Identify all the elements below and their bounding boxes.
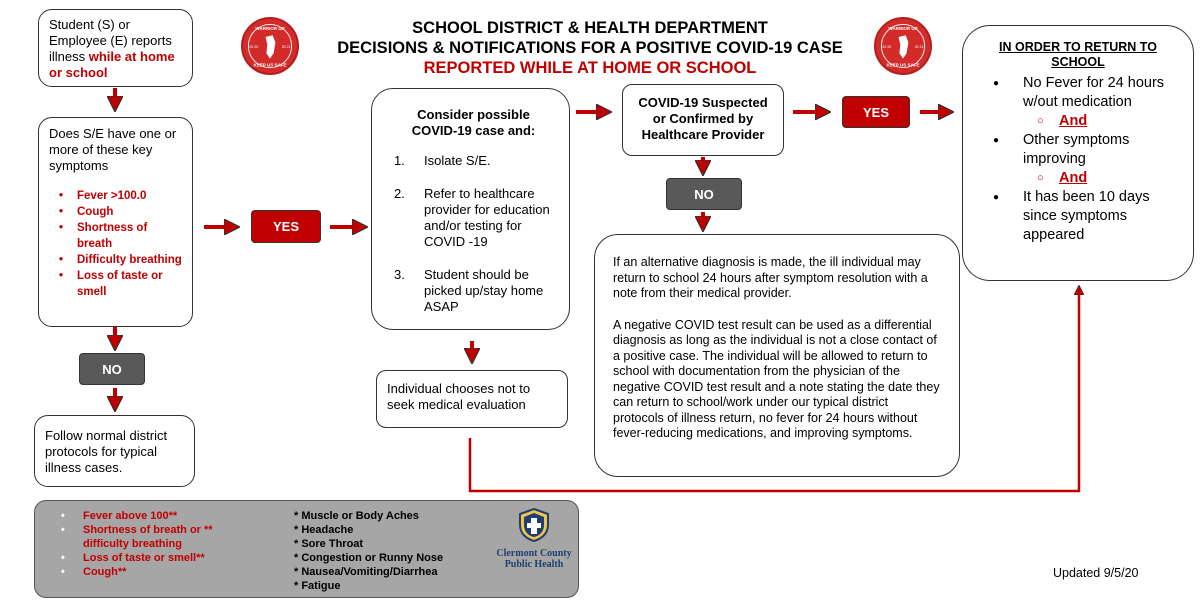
step-text: Isolate S/E. xyxy=(424,153,491,168)
symptom-item: • Fever >100.0 xyxy=(49,188,182,204)
return-box xyxy=(962,25,1194,281)
alternative-diagnosis-box xyxy=(594,234,960,477)
no-label-suspected: NO xyxy=(666,178,742,210)
legend-other-item: * Muscle or Body Aches xyxy=(294,510,419,522)
and-connector: ○ And xyxy=(971,169,1185,188)
and-connector: ○ And xyxy=(971,112,1185,131)
return-criterion: ● It has been 10 days since symptoms appeared xyxy=(971,188,1185,245)
start-text: Student (S) or Employee (E) reports illness xyxy=(49,17,172,64)
return-criteria xyxy=(971,74,1185,245)
no-evaluation-text: Individual chooses not to seek medical evaluation xyxy=(387,381,531,412)
symptom-item: • Cough xyxy=(49,204,182,220)
start-box xyxy=(38,9,193,87)
return-criterion: ● No Fever for 24 hours w/out medication xyxy=(971,74,1185,112)
no-evaluation-box xyxy=(376,370,568,428)
step-number: 3. xyxy=(394,267,405,282)
consider-step xyxy=(394,267,553,315)
symptom-legend xyxy=(34,500,579,598)
yes-label-suspected: YES xyxy=(842,96,910,128)
suspected-box xyxy=(622,84,784,156)
symptoms-box xyxy=(38,117,193,327)
title-line-1: SCHOOL DISTRICT & HEALTH DEPARTMENT xyxy=(412,19,768,37)
warrior-seal-right xyxy=(874,17,932,75)
shield-cross-icon xyxy=(517,507,551,543)
seal-right-year-right: 20 21 xyxy=(914,44,924,49)
clermont-logo xyxy=(491,507,577,570)
consider-box xyxy=(371,88,570,330)
suspected-text: COVID-19 Suspected or Confirmed by Healthcare Provider xyxy=(638,95,768,142)
symptom-item: • Difficulty breathing xyxy=(49,252,182,268)
seal-left-year-right: 20 21 xyxy=(281,44,291,49)
legend-other-item: * Headache xyxy=(294,524,354,536)
legend-key-item: • Cough** xyxy=(35,565,275,579)
warrior-icon xyxy=(899,35,909,58)
seal-right-top-text: WARRIOR UP xyxy=(888,25,918,31)
legend-other-item: * Congestion or Runny Nose xyxy=(294,552,444,564)
consider-steps xyxy=(394,153,553,315)
legend-key-item: • Shortness of breath or ** difficulty breathing xyxy=(35,523,235,551)
step-text: Refer to healthcare provider for education and/or testing for COVID -19 xyxy=(424,186,550,249)
seal-right-bottom-text: KEEP US SAFE xyxy=(886,62,920,68)
seal-left-year-left: 20 20 xyxy=(249,44,259,49)
legend-key-symptoms xyxy=(35,509,275,579)
legend-key-item: • Loss of taste or smell** xyxy=(35,551,275,565)
no-label-symptoms: NO xyxy=(79,353,145,385)
legend-key-item: • Fever above 100** xyxy=(35,509,275,523)
symptom-item: • Shortness of breath xyxy=(49,220,182,252)
consider-step xyxy=(394,153,553,169)
step-number: 2. xyxy=(394,186,405,201)
legend-other-symptoms xyxy=(294,509,494,593)
symptoms-question: Does S/E have one or more of these key symptoms xyxy=(49,126,177,173)
legend-other-item: * Sore Throat xyxy=(294,538,364,550)
logo-line-2: Public Health xyxy=(504,559,564,570)
seal-right-year-left: 20 20 xyxy=(882,44,892,49)
title-line-2: DECISIONS & NOTIFICATIONS FOR A POSITIVE COVID-19 CASE xyxy=(337,39,843,57)
legend-other-item: * Fatigue xyxy=(294,580,341,592)
alt-para-2: A negative COVID test result can be used as a differential diagnosis as long as the individual is not a close contact of a positive case. The individual will be allowed to return to school with documentation from the physician of the negative COVID test result and a note stating the date they can return to school/work under our typical district protocols of illness return, no fever for 24 hours without fever-reducing medications, and improving symptoms. xyxy=(613,317,940,440)
symptom-item: • Loss of taste or smell xyxy=(49,268,182,300)
warrior-seal-left xyxy=(241,17,299,75)
return-title: IN ORDER TO RETURN TO SCHOOL xyxy=(999,40,1157,69)
warrior-icon xyxy=(266,35,276,58)
alt-para-1: If an alternative diagnosis is made, the ill individual may return to school 24 hours after symptom resolution with a note from their medical provider. xyxy=(613,255,928,300)
title-line-3: REPORTED WHILE AT HOME OR SCHOOL xyxy=(423,59,757,77)
consider-title: Consider possible COVID-19 case and: xyxy=(411,107,536,138)
consider-step xyxy=(394,186,553,250)
start-highlight: while at home or school xyxy=(49,49,175,80)
seal-left-bottom-text: KEEP US SAFE xyxy=(253,62,287,68)
yes-label-symptoms: YES xyxy=(251,210,321,243)
symptom-list xyxy=(49,188,182,300)
step-text: Student should be picked up/stay home ASAP xyxy=(424,267,544,314)
step-number: 1. xyxy=(394,153,405,168)
return-criterion: ● Other symptoms improving xyxy=(971,131,1185,169)
seal-left-top-text: WARRIOR UP xyxy=(255,25,285,31)
legend-other-item: * Nausea/Vomiting/Diarrhea xyxy=(294,566,438,578)
page-title xyxy=(290,18,890,78)
normal-protocols-box xyxy=(34,415,195,487)
updated-date: Updated 9/5/20 xyxy=(1053,566,1139,580)
logo-line-1: Clermont County xyxy=(496,548,572,559)
normal-protocols-text: Follow normal district protocols for typical illness cases. xyxy=(45,428,168,475)
